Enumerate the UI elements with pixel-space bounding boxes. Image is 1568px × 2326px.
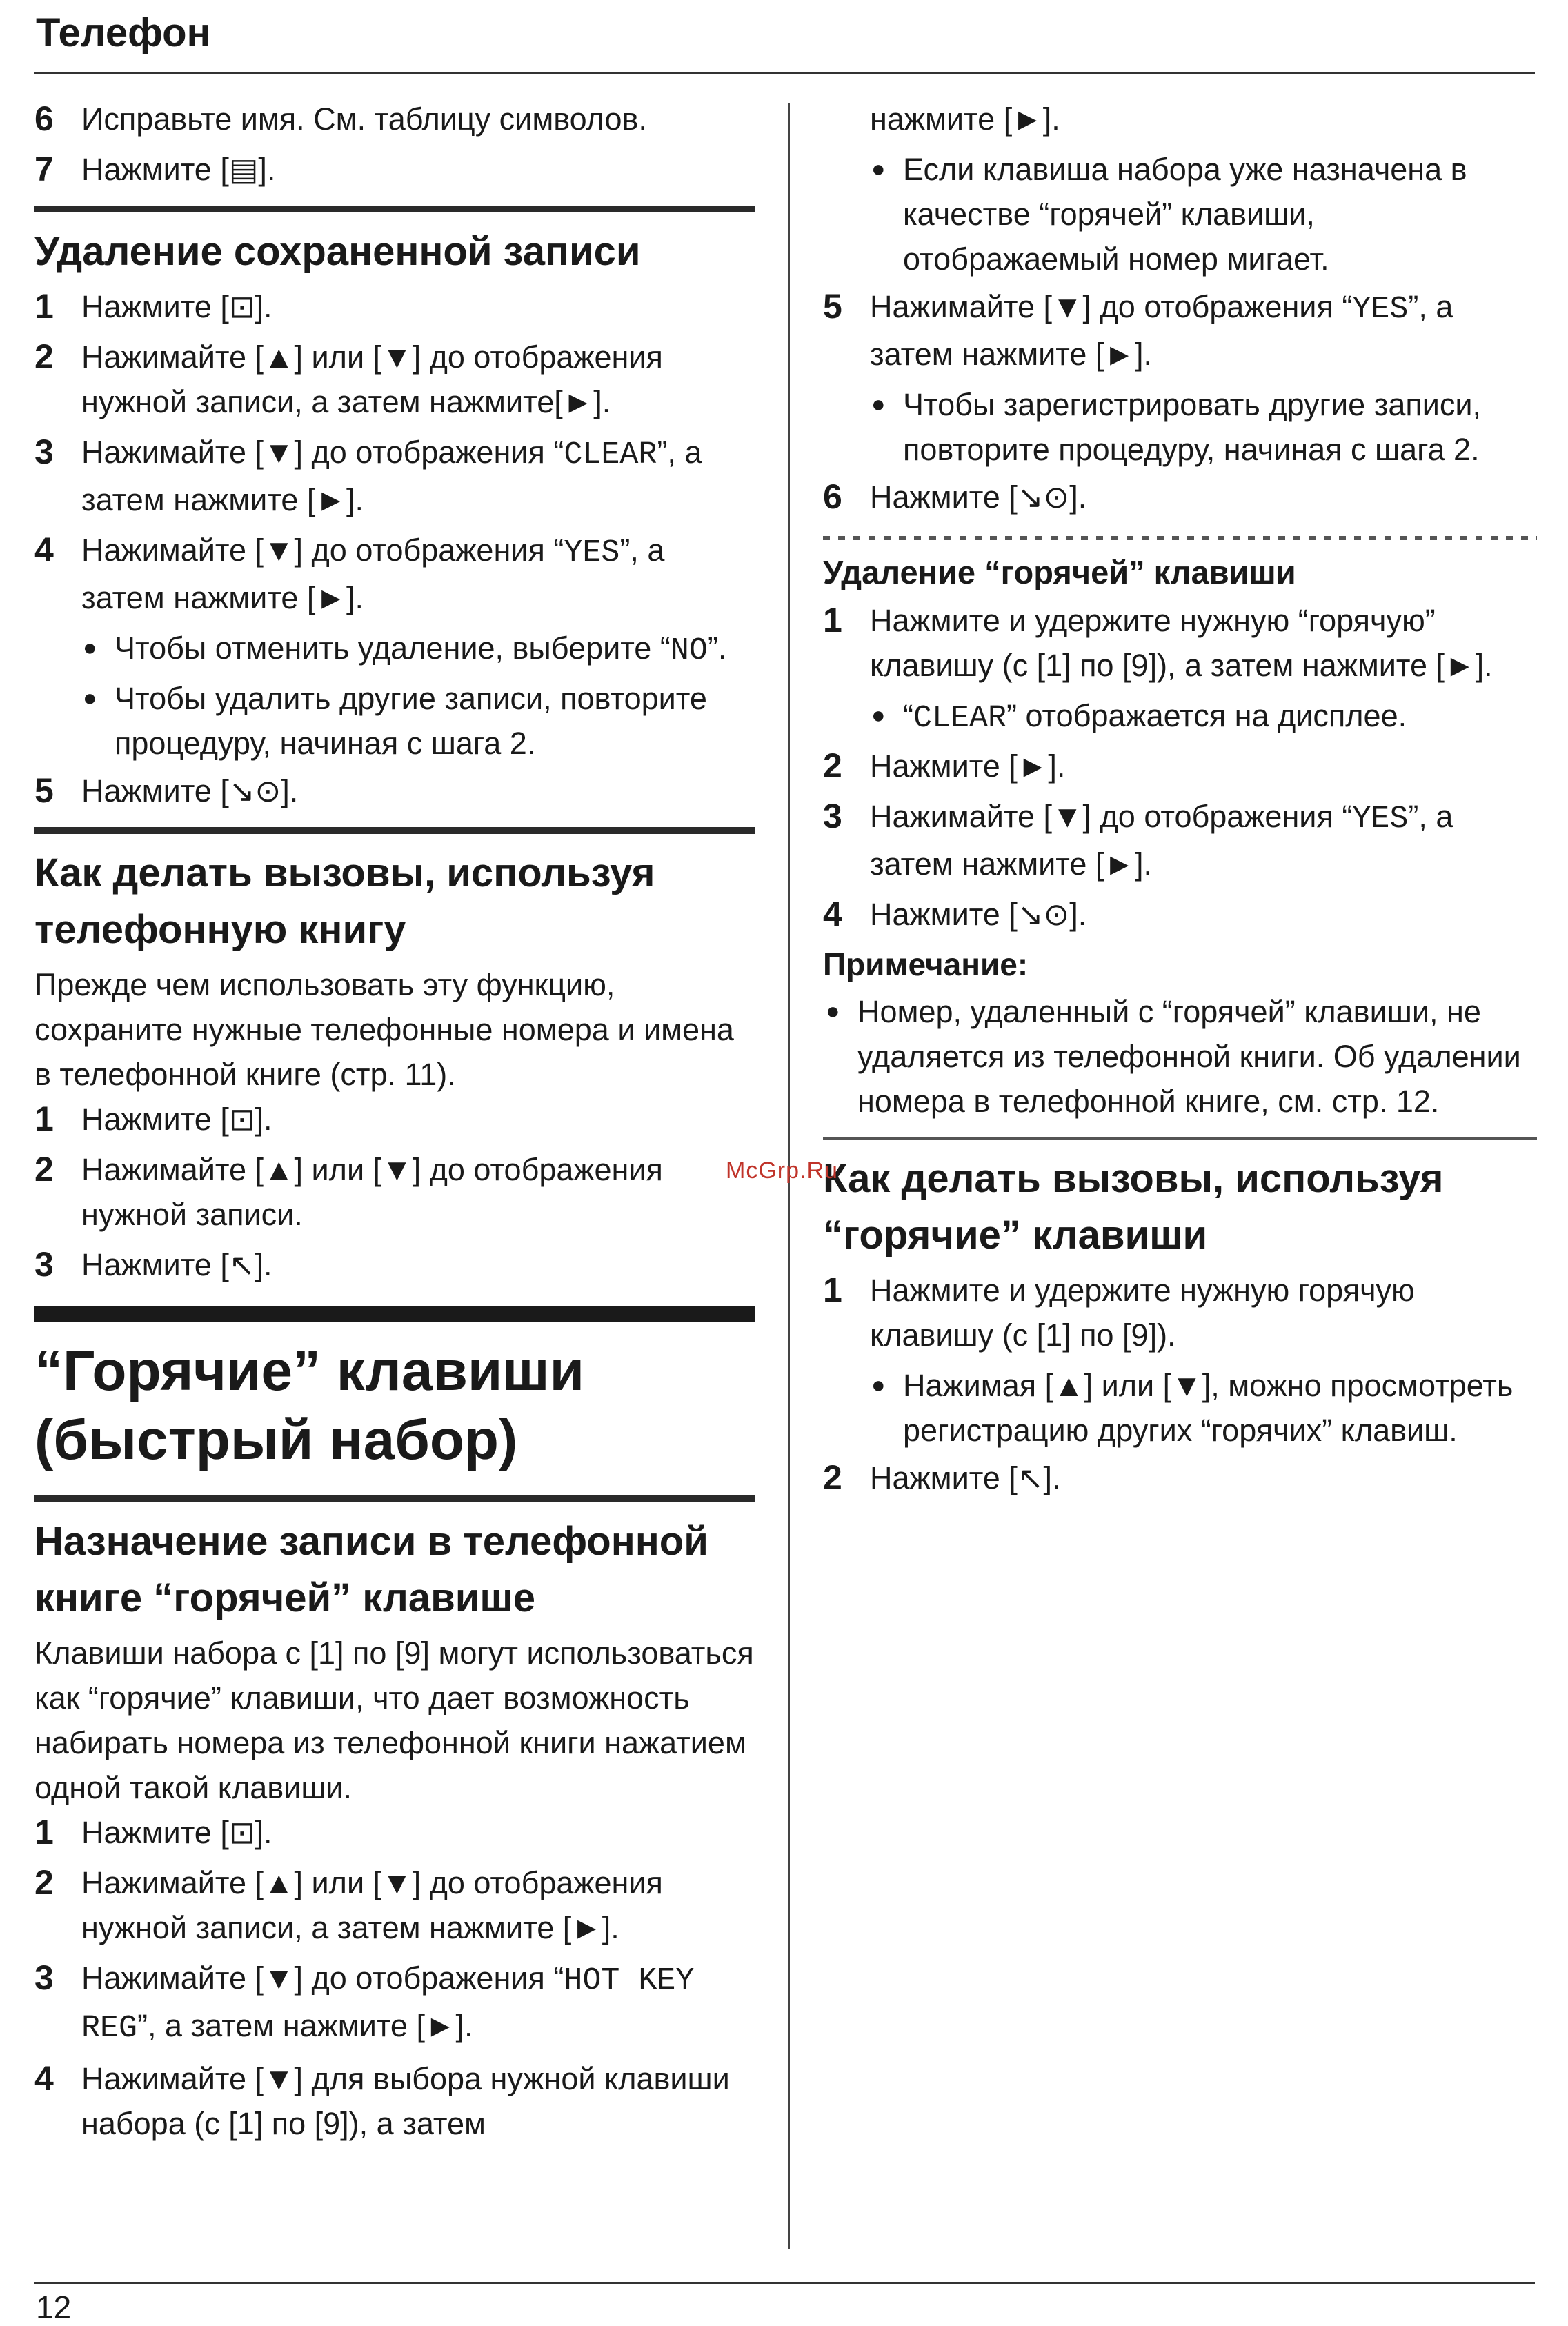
step-text: ”, а затем нажмите [►]. <box>870 799 1453 882</box>
step-number: 3 <box>34 1958 54 1997</box>
step-text: Нажимайте [▼] до отображения “ <box>81 533 564 568</box>
step-item <box>34 147 755 192</box>
step-number: 7 <box>34 150 54 188</box>
step-number: 2 <box>34 1863 54 1902</box>
left-column <box>34 97 755 2151</box>
step-text: Нажмите [↖]. <box>81 1247 272 1282</box>
section-intro: Прежде чем использовать эту функцию, сохраните нужные телефонные номера и имена в телефонной книге (стр. 11). <box>34 967 734 1092</box>
step-text: Нажимайте [▼] до отображения “ <box>870 799 1353 834</box>
dotted-rule <box>823 536 1537 540</box>
bullet-text: ” отображается на дисплее. <box>1006 698 1407 733</box>
step-text: Нажмите [⊡]. <box>81 289 272 324</box>
subsection-heading-delete-hotkey: Удаление “горячей” клавиши <box>823 554 1296 590</box>
step-number: 4 <box>34 530 54 569</box>
step-item <box>34 1860 755 1950</box>
step-item <box>34 2056 755 2146</box>
bullet-text: ”. <box>707 630 727 666</box>
step-number: 2 <box>34 337 54 376</box>
step-item <box>823 1268 1537 1358</box>
step-item <box>823 744 1537 788</box>
section-heading-call-hotkeys: Как делать вызовы, используя “горячие” клавиши <box>823 1156 1444 1258</box>
step-text: Нажимайте [▼] для выбора нужной клавиши набора (с [1] по [9]), а затем <box>81 2061 730 2141</box>
step-item <box>823 1455 1537 1500</box>
step-number: 4 <box>34 2059 54 2098</box>
page-header-title: Телефон <box>36 10 211 55</box>
display-code: NO <box>670 633 708 668</box>
note-bullet <box>823 989 1537 1124</box>
display-code: YES <box>564 535 620 570</box>
bullet-text: Чтобы отменить удаление, выберите “ <box>115 630 671 666</box>
step-number: 6 <box>34 99 54 138</box>
step-text: Нажимайте [▼] до отображения “ <box>81 435 564 470</box>
bullet-text: “ <box>903 698 913 733</box>
step-number: 2 <box>823 1458 842 1497</box>
step-item <box>34 430 755 522</box>
bullet-text: Нажимая [▲] или [▼], можно просмотреть регистрацию других “горячих” клавиш. <box>903 1368 1514 1448</box>
step-text: Нажмите [⊡]. <box>81 1102 272 1137</box>
display-code: HOT KEY REG <box>81 1963 695 2046</box>
step-text: Нажмите и удержите нужную “горячую” клавишу (с [1] по [9]), а затем нажмите [►]. <box>870 603 1493 683</box>
step-item <box>34 768 755 813</box>
bullet-item <box>823 382 1537 472</box>
bullet-item <box>823 147 1537 281</box>
bullet-text: Чтобы зарегистрировать другие записи, повторите процедуру, начиная с шага 2. <box>903 387 1481 467</box>
step-text: нажмите [►]. <box>870 101 1060 137</box>
step-number: 1 <box>34 1100 54 1138</box>
section-intro: Клавиши набора с [1] по [9] могут использоваться как “горячие” клавиши, что дает возможность набирать номера из телефонной книги нажатием одной такой клавиши. <box>34 1636 754 1805</box>
bullet-item <box>823 1363 1537 1453</box>
step-number: 4 <box>823 895 842 933</box>
step-text: Нажмите [►]. <box>870 748 1066 784</box>
step-text: Исправьте имя. См. таблицу символов. <box>81 101 647 137</box>
display-code: YES <box>1352 802 1409 837</box>
step-item <box>34 284 755 329</box>
footer-rule <box>34 2282 1535 2284</box>
note-heading: Примечание: <box>823 946 1029 982</box>
display-code: CLEAR <box>564 437 657 473</box>
step-text: Нажимайте [▲] или [▼] до отображения нужной записи. <box>81 1152 663 1232</box>
step-item <box>34 1956 755 2051</box>
step-item <box>34 1242 755 1287</box>
step-number: 5 <box>34 771 54 810</box>
step-text: Нажимайте [▲] или [▼] до отображения нужной записи, а затем нажмите[►]. <box>81 339 663 419</box>
note-text: Номер, удаленный с “горячей” клавиши, не удаляется из телефонной книги. Об удалении номера в телефонной книге, см. стр. 12. <box>857 994 1521 1119</box>
watermark: McGrp.Ru <box>726 1157 838 1184</box>
step-text: ”, а затем нажмите [►]. <box>137 2008 473 2043</box>
step-number: 3 <box>34 1245 54 1284</box>
step-item <box>34 528 755 620</box>
step-text: Нажмите [↘⊙]. <box>870 897 1087 932</box>
step-item <box>823 475 1537 519</box>
step-item <box>34 1097 755 1142</box>
step-continuation <box>823 97 1537 141</box>
step-text: ”, а затем нажмите [►]. <box>870 289 1453 372</box>
step-text: Нажмите и удержите нужную горячую клавишу (с [1] по [9]). <box>870 1273 1415 1353</box>
step-item <box>823 892 1537 937</box>
step-item <box>34 1810 755 1855</box>
step-number: 1 <box>823 601 842 639</box>
step-number: 1 <box>823 1271 842 1309</box>
step-item <box>34 335 755 424</box>
chapter-title: “Горячие” клавиши (быстрый набор) <box>34 1340 585 1471</box>
section-heading-assign: Назначение записи в телефонной книге “горячей” клавише <box>34 1519 708 1620</box>
bullet-item <box>34 626 755 673</box>
section-rule <box>34 1495 755 1502</box>
display-code: CLEAR <box>913 701 1007 736</box>
section-rule <box>823 1137 1537 1140</box>
step-item <box>823 284 1537 377</box>
bullet-item <box>823 693 1537 741</box>
step-item <box>823 598 1537 688</box>
step-item <box>34 1147 755 1237</box>
step-number: 2 <box>34 1150 54 1189</box>
bullet-text: Чтобы удалить другие записи, повторите процедуру, начиная с шага 2. <box>115 681 707 761</box>
header-rule <box>34 72 1535 74</box>
step-text: Нажимайте [▲] или [▼] до отображения нужной записи, а затем нажмите [►]. <box>81 1865 663 1945</box>
step-number: 3 <box>34 433 54 471</box>
step-text: Нажмите [↘⊙]. <box>81 773 299 808</box>
step-number: 2 <box>823 746 842 785</box>
step-number: 5 <box>823 287 842 326</box>
right-column <box>823 97 1537 1506</box>
step-text: ”, а затем нажмите [►]. <box>81 435 702 517</box>
section-heading-delete: Удаление сохраненной записи <box>34 229 641 274</box>
step-text: Нажимайте [▼] до отображения “ <box>81 1960 564 1996</box>
step-number: 6 <box>823 477 842 516</box>
bullet-text: Если клавиша набора уже назначена в качестве “горячей” клавиши, отображаемый номер мигает. <box>903 152 1467 277</box>
step-number: 3 <box>823 797 842 835</box>
step-text: ”, а затем нажмите [►]. <box>81 533 665 615</box>
step-item <box>823 794 1537 886</box>
step-number: 1 <box>34 1813 54 1851</box>
section-rule <box>34 827 755 834</box>
section-rule <box>34 206 755 212</box>
step-text: Нажмите [⊡]. <box>81 1815 272 1850</box>
display-code: YES <box>1352 292 1409 327</box>
page-number: 12 <box>36 2289 72 2325</box>
step-text: Нажмите [▤]. <box>81 152 276 187</box>
step-text: Нажимайте [▼] до отображения “ <box>870 289 1353 324</box>
section-heading-call-phonebook: Как делать вызовы, используя телефонную книгу <box>34 851 655 952</box>
chapter-rule <box>34 1306 755 1322</box>
step-text: Нажмите [↘⊙]. <box>870 479 1087 515</box>
step-item <box>34 97 755 141</box>
step-number: 1 <box>34 287 54 326</box>
bullet-item <box>34 676 755 766</box>
step-text: Нажмите [↖]. <box>870 1460 1061 1495</box>
